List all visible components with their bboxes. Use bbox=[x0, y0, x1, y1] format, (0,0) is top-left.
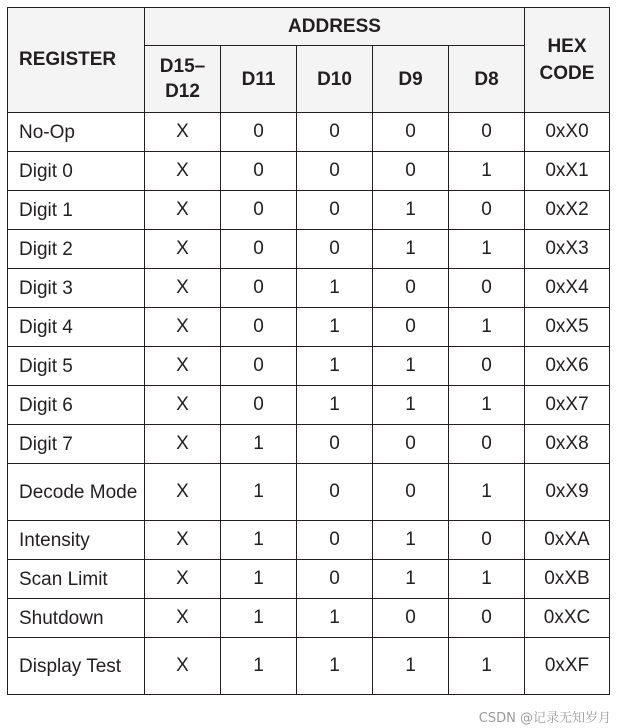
cell-d11: 0 bbox=[221, 113, 297, 152]
cell-d15-d12: X bbox=[145, 269, 221, 308]
cell-d10: 1 bbox=[297, 269, 373, 308]
table-row bbox=[8, 386, 610, 425]
cell-d15-d12: X bbox=[145, 308, 221, 347]
column-header-d10: D10 bbox=[297, 46, 373, 113]
table-row bbox=[8, 152, 610, 191]
cell-d15-d12: X bbox=[145, 386, 221, 425]
cell-hex: 0xX3 bbox=[525, 230, 610, 269]
cell-d9: 1 bbox=[373, 191, 449, 230]
cell-d10: 1 bbox=[297, 638, 373, 695]
table-row bbox=[8, 599, 610, 638]
table-row bbox=[8, 191, 610, 230]
cell-d15-d12: X bbox=[145, 464, 221, 521]
table-row bbox=[8, 464, 610, 521]
cell-hex: 0xX7 bbox=[525, 386, 610, 425]
cell-d15-d12: X bbox=[145, 113, 221, 152]
table-row bbox=[8, 308, 610, 347]
cell-hex: 0xXF bbox=[525, 638, 610, 695]
cell-d11: 0 bbox=[221, 308, 297, 347]
cell-d15-d12: X bbox=[145, 230, 221, 269]
table-row bbox=[8, 560, 610, 599]
cell-d9: 0 bbox=[373, 269, 449, 308]
cell-d11: 1 bbox=[221, 638, 297, 695]
cell-d9: 0 bbox=[373, 113, 449, 152]
cell-d10: 0 bbox=[297, 464, 373, 521]
cell-d15-d12: X bbox=[145, 152, 221, 191]
cell-d8: 1 bbox=[449, 560, 525, 599]
hex-code-header-text: HEX CODE bbox=[539, 36, 595, 84]
column-header-d9: D9 bbox=[373, 46, 449, 113]
table-row bbox=[8, 230, 610, 269]
cell-register: Digit 0 bbox=[8, 152, 145, 191]
cell-d10: 0 bbox=[297, 425, 373, 464]
cell-d9: 1 bbox=[373, 347, 449, 386]
cell-d8: 0 bbox=[449, 425, 525, 464]
cell-d10: 0 bbox=[297, 113, 373, 152]
cell-d9: 1 bbox=[373, 521, 449, 560]
cell-d11: 1 bbox=[221, 425, 297, 464]
cell-d8: 1 bbox=[449, 308, 525, 347]
column-header-d11: D11 bbox=[221, 46, 297, 113]
cell-d15-d12: X bbox=[145, 191, 221, 230]
cell-d8: 0 bbox=[449, 599, 525, 638]
cell-d11: 0 bbox=[221, 386, 297, 425]
cell-register: Shutdown bbox=[8, 599, 145, 638]
cell-d10: 0 bbox=[297, 560, 373, 599]
cell-d15-d12: X bbox=[145, 425, 221, 464]
cell-d10: 1 bbox=[297, 347, 373, 386]
table-body bbox=[8, 113, 610, 695]
hex-code-header bbox=[525, 8, 610, 113]
cell-d8: 0 bbox=[449, 269, 525, 308]
cell-d9: 0 bbox=[373, 425, 449, 464]
cell-register: Display Test bbox=[8, 638, 145, 695]
table-row bbox=[8, 347, 610, 386]
cell-d11: 1 bbox=[221, 560, 297, 599]
cell-d8: 0 bbox=[449, 113, 525, 152]
cell-d8: 0 bbox=[449, 347, 525, 386]
watermark: CSDN @记录无知岁月 bbox=[478, 711, 611, 726]
cell-d8: 1 bbox=[449, 152, 525, 191]
cell-register: Digit 1 bbox=[8, 191, 145, 230]
cell-d8: 1 bbox=[449, 386, 525, 425]
cell-register: Intensity bbox=[8, 521, 145, 560]
table-row bbox=[8, 638, 610, 695]
cell-hex: 0xXB bbox=[525, 560, 610, 599]
cell-hex: 0xX6 bbox=[525, 347, 610, 386]
address-header: ADDRESS bbox=[145, 8, 525, 46]
cell-hex: 0xX0 bbox=[525, 113, 610, 152]
cell-d10: 1 bbox=[297, 599, 373, 638]
register-address-table bbox=[7, 7, 610, 695]
cell-d11: 0 bbox=[221, 269, 297, 308]
cell-d11: 1 bbox=[221, 464, 297, 521]
table-row bbox=[8, 425, 610, 464]
cell-d9: 1 bbox=[373, 560, 449, 599]
table-row bbox=[8, 521, 610, 560]
cell-register: Digit 2 bbox=[8, 230, 145, 269]
cell-d11: 0 bbox=[221, 230, 297, 269]
cell-d15-d12: X bbox=[145, 521, 221, 560]
cell-d11: 1 bbox=[221, 599, 297, 638]
register-header: REGISTER bbox=[8, 8, 145, 113]
cell-d15-d12: X bbox=[145, 599, 221, 638]
cell-d11: 0 bbox=[221, 152, 297, 191]
cell-d8: 0 bbox=[449, 521, 525, 560]
table-row bbox=[8, 113, 610, 152]
cell-hex: 0xX4 bbox=[525, 269, 610, 308]
cell-d11: 1 bbox=[221, 521, 297, 560]
cell-hex: 0xX8 bbox=[525, 425, 610, 464]
cell-d9: 0 bbox=[373, 152, 449, 191]
cell-d15-d12: X bbox=[145, 347, 221, 386]
cell-register: Digit 5 bbox=[8, 347, 145, 386]
cell-d10: 1 bbox=[297, 386, 373, 425]
cell-d9: 0 bbox=[373, 464, 449, 521]
cell-d8: 0 bbox=[449, 191, 525, 230]
cell-register: Digit 6 bbox=[8, 386, 145, 425]
cell-hex: 0xX5 bbox=[525, 308, 610, 347]
cell-d9: 1 bbox=[373, 386, 449, 425]
cell-d8: 1 bbox=[449, 230, 525, 269]
cell-register: No-Op bbox=[8, 113, 145, 152]
cell-d8: 1 bbox=[449, 464, 525, 521]
cell-hex: 0xXC bbox=[525, 599, 610, 638]
column-header-d8: D8 bbox=[449, 46, 525, 113]
cell-register: Digit 3 bbox=[8, 269, 145, 308]
cell-d11: 0 bbox=[221, 347, 297, 386]
cell-d15-d12: X bbox=[145, 560, 221, 599]
cell-d10: 1 bbox=[297, 308, 373, 347]
cell-d8: 1 bbox=[449, 638, 525, 695]
cell-d10: 0 bbox=[297, 230, 373, 269]
cell-register: Decode Mode bbox=[8, 464, 145, 521]
cell-d9: 0 bbox=[373, 599, 449, 638]
cell-hex: 0xX9 bbox=[525, 464, 610, 521]
table-row bbox=[8, 269, 610, 308]
cell-d9: 1 bbox=[373, 230, 449, 269]
cell-register: Scan Limit bbox=[8, 560, 145, 599]
cell-d11: 0 bbox=[221, 191, 297, 230]
cell-register: Digit 7 bbox=[8, 425, 145, 464]
cell-register: Digit 4 bbox=[8, 308, 145, 347]
cell-hex: 0xX2 bbox=[525, 191, 610, 230]
column-header-d15-d12: D15–D12 bbox=[145, 46, 221, 113]
cell-hex: 0xX1 bbox=[525, 152, 610, 191]
cell-hex: 0xXA bbox=[525, 521, 610, 560]
cell-d10: 0 bbox=[297, 191, 373, 230]
cell-d10: 0 bbox=[297, 152, 373, 191]
cell-d9: 1 bbox=[373, 638, 449, 695]
cell-d10: 0 bbox=[297, 521, 373, 560]
cell-d9: 0 bbox=[373, 308, 449, 347]
cell-d15-d12: X bbox=[145, 638, 221, 695]
